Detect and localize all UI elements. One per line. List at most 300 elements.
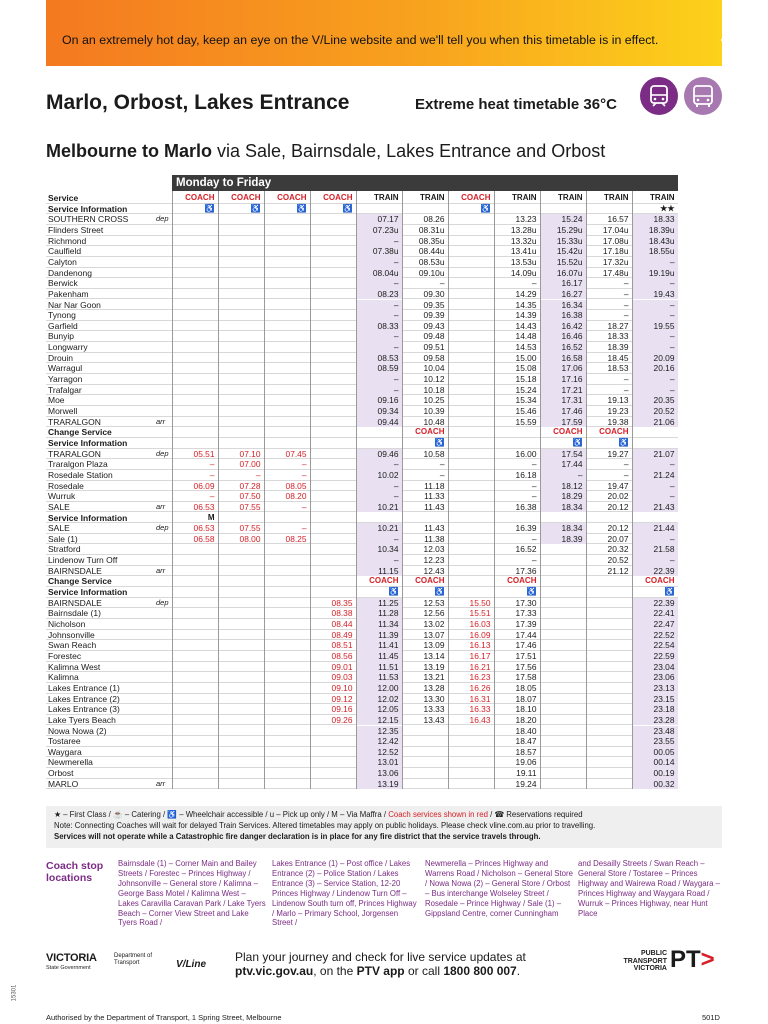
time-cell bbox=[448, 353, 494, 364]
time-cell bbox=[264, 757, 310, 768]
time-cell: 18.33 bbox=[632, 214, 678, 225]
time-cell: 10.18 bbox=[423, 384, 445, 395]
time-cell bbox=[264, 513, 310, 524]
time-cell: ♿ bbox=[618, 437, 629, 447]
time-cell bbox=[264, 268, 310, 279]
time-cell bbox=[218, 278, 264, 289]
time-cell: 13.53u bbox=[510, 256, 537, 267]
time-cell bbox=[218, 214, 264, 225]
time-cell: 13.28u bbox=[510, 224, 537, 235]
column-divider bbox=[264, 191, 265, 789]
time-cell bbox=[540, 683, 586, 694]
time-cell: ♿ bbox=[388, 587, 399, 597]
time-cell bbox=[586, 747, 632, 758]
time-cell bbox=[264, 747, 310, 758]
time-cell: 08.35 bbox=[331, 597, 353, 608]
time-cell: 17.06 bbox=[540, 363, 586, 374]
time-cell bbox=[264, 353, 310, 364]
time-cell bbox=[264, 726, 310, 737]
time-cell: 09.46 bbox=[356, 449, 402, 460]
time-cell bbox=[172, 715, 218, 726]
time-cell: 11.43 bbox=[424, 523, 445, 534]
time-cell bbox=[264, 417, 310, 428]
row-label: TRARALGON bbox=[48, 416, 101, 427]
time-cell bbox=[310, 342, 356, 353]
time-cell: 16.33 bbox=[469, 704, 491, 715]
time-cell: 12.56 bbox=[423, 608, 445, 619]
time-cell: 10.39 bbox=[423, 406, 445, 416]
time-cell bbox=[264, 278, 310, 289]
time-cell bbox=[586, 608, 632, 619]
time-cell bbox=[264, 374, 310, 385]
time-cell: 17.30 bbox=[515, 597, 537, 608]
time-cell: 13.02 bbox=[423, 619, 445, 629]
timetable-row bbox=[46, 417, 678, 428]
time-cell: – bbox=[531, 491, 537, 502]
time-cell bbox=[586, 683, 632, 694]
time-cell: 09.10 bbox=[331, 682, 353, 693]
timetable-row bbox=[46, 278, 678, 289]
row-label: BAIRNSDALE bbox=[48, 597, 102, 608]
time-cell bbox=[264, 331, 310, 342]
row-label: MARLO bbox=[48, 778, 79, 789]
time-cell: 17.58 bbox=[515, 672, 537, 683]
time-cell bbox=[448, 566, 494, 577]
time-cell bbox=[448, 587, 494, 598]
time-cell: 12.53 bbox=[423, 597, 445, 608]
time-cell bbox=[310, 246, 356, 257]
timetable-row bbox=[46, 225, 678, 236]
column-divider bbox=[218, 191, 219, 789]
time-cell bbox=[264, 427, 310, 438]
time-cell: – bbox=[632, 342, 678, 353]
row-label: Wurruk bbox=[48, 491, 76, 502]
time-cell bbox=[264, 289, 310, 300]
timetable-row bbox=[46, 342, 678, 353]
time-cell bbox=[172, 438, 218, 449]
coach-stop-title: Coach stop locations bbox=[46, 860, 104, 884]
time-cell: 13.01 bbox=[356, 757, 402, 768]
time-cell bbox=[172, 736, 218, 747]
time-cell bbox=[448, 385, 494, 396]
time-cell: 16.00 bbox=[515, 448, 537, 459]
time-cell: 10.34 bbox=[356, 544, 402, 555]
time-cell: 08.49 bbox=[331, 629, 353, 640]
time-cell bbox=[540, 747, 586, 758]
timetable-row bbox=[46, 619, 678, 630]
timetable-row bbox=[46, 715, 678, 726]
time-cell bbox=[264, 225, 310, 236]
time-cell: 08.33 bbox=[356, 321, 402, 332]
row-label: Kalimna West bbox=[48, 661, 101, 672]
time-cell bbox=[540, 204, 586, 215]
timetable-row bbox=[46, 204, 678, 215]
time-cell: – bbox=[632, 331, 678, 342]
time-cell bbox=[448, 406, 494, 417]
time-cell: 13.07 bbox=[423, 629, 445, 640]
time-cell bbox=[218, 321, 264, 332]
time-cell bbox=[540, 587, 586, 598]
victoria-logo: VICTORIA bbox=[46, 952, 97, 964]
row-label: Drouin bbox=[48, 352, 74, 363]
time-cell bbox=[264, 694, 310, 705]
time-cell: 20.35 bbox=[632, 395, 678, 406]
time-cell bbox=[310, 417, 356, 428]
time-cell: 14.53 bbox=[515, 342, 537, 353]
timetable-row bbox=[46, 438, 678, 449]
time-cell: 00.05 bbox=[632, 747, 678, 758]
row-dep-arr: arr bbox=[156, 416, 166, 426]
time-cell bbox=[264, 704, 310, 715]
time-cell bbox=[448, 257, 494, 268]
plan-line-1: Plan your journey and check for live service updates at bbox=[235, 950, 526, 964]
time-cell: 20.12 bbox=[607, 523, 629, 534]
time-cell bbox=[310, 331, 356, 342]
time-cell bbox=[540, 555, 586, 566]
time-cell: COACH bbox=[599, 427, 629, 437]
time-cell: – bbox=[356, 481, 402, 492]
time-cell bbox=[540, 768, 586, 779]
timetable-row bbox=[46, 534, 678, 545]
time-cell bbox=[356, 513, 402, 524]
timetable-row bbox=[46, 544, 678, 555]
time-cell bbox=[218, 268, 264, 279]
time-cell bbox=[402, 757, 448, 768]
row-label: Nicholson bbox=[48, 619, 86, 629]
row-label: Johnsonville bbox=[48, 629, 95, 640]
time-cell: 08.53 bbox=[356, 353, 402, 364]
time-cell: 23.48 bbox=[632, 726, 678, 737]
time-cell: ♿ bbox=[572, 437, 583, 447]
time-cell: 20.09 bbox=[632, 353, 678, 364]
time-cell: 10.21 bbox=[356, 523, 402, 534]
route-heading bbox=[46, 141, 605, 162]
row-dep-arr: dep bbox=[156, 597, 169, 607]
time-cell: 20.32 bbox=[607, 544, 629, 555]
time-cell bbox=[310, 353, 356, 364]
time-cell: 07.45 bbox=[285, 448, 307, 459]
timetable-row bbox=[46, 768, 678, 779]
time-cell bbox=[310, 395, 356, 406]
time-cell bbox=[310, 757, 356, 768]
time-cell bbox=[448, 470, 494, 481]
time-cell: 18.47 bbox=[515, 736, 537, 747]
time-cell bbox=[172, 310, 218, 321]
time-cell: 22.47 bbox=[632, 619, 678, 630]
timetable-row bbox=[46, 491, 678, 502]
time-cell bbox=[448, 544, 494, 555]
time-cell: 07.50 bbox=[239, 491, 261, 502]
time-cell: 16.34 bbox=[540, 300, 586, 311]
time-cell: 17.16 bbox=[540, 374, 586, 385]
time-cell: 16.27 bbox=[540, 289, 586, 300]
time-cell bbox=[448, 555, 494, 566]
time-cell bbox=[218, 576, 264, 587]
time-cell bbox=[310, 566, 356, 577]
time-cell: 05.51 bbox=[193, 448, 215, 459]
time-cell bbox=[264, 566, 310, 577]
time-cell bbox=[172, 630, 218, 641]
time-cell bbox=[586, 779, 632, 790]
time-cell: 18.10 bbox=[515, 704, 537, 715]
time-cell bbox=[310, 576, 356, 587]
time-cell: 16.09 bbox=[469, 629, 491, 640]
vline-logo: V/Line bbox=[176, 959, 207, 970]
time-cell: 08.44u bbox=[418, 246, 445, 257]
time-cell: 11.25 bbox=[356, 598, 402, 609]
legend-note: Note: Connecting Coaches will wait for delayed Train Services. Altered timetables may apply on public holidays. Please check vline.com.au prior to travelling. bbox=[54, 820, 596, 830]
time-cell bbox=[586, 630, 632, 641]
time-cell: COACH bbox=[461, 193, 491, 202]
row-label: Newmerella bbox=[48, 757, 93, 768]
time-cell: 11.18 bbox=[424, 480, 445, 491]
plan-journey bbox=[235, 950, 526, 978]
time-cell bbox=[448, 576, 494, 587]
row-dep-arr: dep bbox=[156, 214, 169, 224]
time-cell bbox=[310, 555, 356, 566]
time-cell: – bbox=[632, 310, 678, 321]
time-cell bbox=[448, 310, 494, 321]
time-cell: 07.28 bbox=[239, 480, 261, 491]
column-divider bbox=[448, 191, 449, 789]
row-label: Berwick bbox=[48, 278, 78, 289]
ptv-website[interactable]: ptv.vic.gov.au bbox=[235, 964, 314, 978]
time-cell bbox=[310, 747, 356, 758]
time-cell bbox=[172, 683, 218, 694]
time-cell bbox=[586, 204, 632, 215]
time-cell: 11.33 bbox=[424, 491, 445, 502]
time-cell bbox=[310, 363, 356, 374]
time-cell: 22.39 bbox=[632, 598, 678, 609]
time-cell bbox=[218, 694, 264, 705]
time-cell: – bbox=[356, 555, 402, 566]
row-label: Rosedale bbox=[48, 480, 84, 491]
time-cell: 09.58 bbox=[423, 352, 445, 363]
time-cell: 18.27 bbox=[607, 320, 629, 331]
time-cell: – bbox=[439, 469, 445, 480]
page-title: Marlo, Orbost, Lakes Entrance bbox=[46, 91, 350, 114]
time-cell: 08.00 bbox=[239, 533, 261, 544]
row-label: Lakes Entrance (2) bbox=[48, 693, 120, 704]
time-cell: 16.18 bbox=[515, 469, 537, 480]
timetable-row bbox=[46, 395, 678, 406]
time-cell bbox=[448, 300, 494, 311]
row-label: Kalimna bbox=[48, 672, 79, 683]
time-cell: – bbox=[439, 459, 445, 470]
column-divider bbox=[632, 191, 633, 789]
time-cell bbox=[172, 268, 218, 279]
time-cell bbox=[172, 726, 218, 737]
time-cell bbox=[448, 459, 494, 470]
row-label: Richmond bbox=[48, 235, 87, 246]
time-cell bbox=[632, 513, 678, 524]
time-cell: 12.42 bbox=[356, 736, 402, 747]
time-cell bbox=[218, 715, 264, 726]
time-cell bbox=[218, 779, 264, 790]
time-cell bbox=[356, 438, 402, 449]
time-cell bbox=[218, 608, 264, 619]
time-cell: 13.23 bbox=[515, 214, 537, 225]
time-cell: 17.44 bbox=[540, 459, 586, 470]
time-cell bbox=[218, 438, 264, 449]
time-cell bbox=[172, 417, 218, 428]
time-cell bbox=[218, 331, 264, 342]
time-cell bbox=[448, 534, 494, 545]
coach-icon bbox=[684, 77, 722, 115]
time-cell: 08.20 bbox=[285, 491, 307, 502]
time-cell bbox=[448, 736, 494, 747]
time-cell bbox=[632, 438, 678, 449]
time-cell bbox=[448, 246, 494, 257]
time-cell bbox=[310, 470, 356, 481]
time-cell bbox=[540, 640, 586, 651]
row-label: Lindenow Turn Off bbox=[48, 555, 118, 566]
time-cell bbox=[172, 353, 218, 364]
authorised-by: Authorised by the Department of Transport, 1 Spring Street, Melbourne bbox=[46, 1013, 282, 1022]
time-cell bbox=[540, 726, 586, 737]
time-cell: ♿ bbox=[342, 203, 353, 213]
time-cell bbox=[218, 672, 264, 683]
time-cell bbox=[540, 651, 586, 662]
time-cell: 16.21 bbox=[469, 661, 491, 672]
plan-text: , on the bbox=[313, 964, 357, 978]
row-label: Lakes Entrance (1) bbox=[48, 682, 120, 693]
time-cell: 10.48 bbox=[423, 416, 445, 427]
time-cell: 18.39 bbox=[540, 534, 586, 545]
time-cell bbox=[310, 502, 356, 513]
time-cell bbox=[494, 438, 540, 449]
time-cell: 16.17 bbox=[540, 278, 586, 289]
timetable-row bbox=[46, 576, 678, 587]
time-cell: – bbox=[632, 534, 678, 545]
time-cell: – bbox=[356, 278, 402, 289]
row-label: Moe bbox=[48, 395, 65, 406]
extreme-heat-banner bbox=[46, 0, 722, 66]
time-cell bbox=[172, 300, 218, 311]
row-label: Waygara bbox=[48, 746, 82, 757]
time-cell: COACH bbox=[323, 193, 353, 202]
time-cell bbox=[264, 363, 310, 374]
time-cell bbox=[218, 640, 264, 651]
time-cell bbox=[218, 289, 264, 300]
time-cell: – bbox=[209, 491, 215, 502]
time-cell: 13.28 bbox=[423, 682, 445, 693]
row-label: Orbost bbox=[48, 768, 74, 779]
train-icon bbox=[640, 77, 678, 115]
ptv-logo-mark: PT bbox=[670, 946, 701, 973]
time-cell: 18.07 bbox=[515, 693, 537, 704]
time-cell bbox=[172, 651, 218, 662]
time-cell: 17.32u bbox=[602, 256, 629, 267]
time-cell bbox=[540, 704, 586, 715]
row-label: Tostaree bbox=[48, 736, 81, 747]
time-cell bbox=[218, 353, 264, 364]
time-cell bbox=[172, 321, 218, 332]
time-cell: 08.59 bbox=[356, 363, 402, 374]
time-cell: TRAIN bbox=[374, 193, 399, 202]
time-cell bbox=[218, 342, 264, 353]
ptv-logo bbox=[670, 946, 715, 974]
time-cell: 09.39 bbox=[423, 310, 445, 321]
time-cell: 18.20 bbox=[515, 714, 537, 725]
time-cell: – bbox=[531, 555, 537, 566]
row-label: Bunyip bbox=[48, 331, 74, 342]
coach-stop-col-1: Bairnsdale (1) – Corner Main and Bailey Streets / Forestec – Princes Highway / Johnsonville – General store / Kalimna – George Bass Motel / Kalimna West – Lakes Caravilla Caravan Park / Lake Tyers Beach – Corner View Street and Lake Tyers Road / bbox=[118, 859, 266, 928]
time-cell: – bbox=[623, 310, 629, 321]
time-cell: 06.09 bbox=[193, 480, 215, 491]
time-cell: TRAIN bbox=[512, 193, 537, 202]
time-cell bbox=[494, 427, 540, 438]
victoria-logo-sub: State Government bbox=[46, 965, 91, 971]
time-cell: 13.21 bbox=[423, 672, 445, 683]
column-divider bbox=[540, 191, 541, 789]
time-cell bbox=[172, 757, 218, 768]
time-cell bbox=[586, 768, 632, 779]
time-cell: – bbox=[632, 555, 678, 566]
timetable-row bbox=[46, 331, 678, 342]
time-cell bbox=[310, 427, 356, 438]
time-cell bbox=[402, 768, 448, 779]
time-cell: 17.36 bbox=[515, 565, 537, 576]
time-cell bbox=[448, 321, 494, 332]
timetable-row bbox=[46, 587, 678, 598]
coach-stop-col-2: Lakes Entrance (1) – Post office / Lakes Entrance (2) – Police Station / Lakes Entrance (3) – Service Station, 12-20 Princes Highway / Lindenow Turn Off – Lindenow South turn off, Princes Highway / Marlo – Primary School, Jorgensen Street / bbox=[272, 859, 417, 928]
time-cell: – bbox=[356, 257, 402, 268]
time-cell bbox=[586, 576, 632, 587]
time-cell bbox=[172, 608, 218, 619]
time-cell: – bbox=[531, 459, 537, 470]
time-cell: 13.19 bbox=[423, 661, 445, 672]
time-cell bbox=[540, 513, 586, 524]
time-cell: 21.12 bbox=[607, 565, 629, 576]
time-cell bbox=[310, 214, 356, 225]
time-cell bbox=[218, 587, 264, 598]
time-cell bbox=[310, 374, 356, 385]
timetable-row bbox=[46, 779, 678, 790]
time-cell: 16.52 bbox=[515, 544, 537, 555]
row-label: Bairnsdale (1) bbox=[48, 608, 101, 619]
time-cell bbox=[218, 300, 264, 311]
row-label: SOUTHERN CROSS bbox=[48, 214, 129, 225]
row-label: TRARALGON bbox=[48, 448, 101, 459]
time-cell: 18.33 bbox=[607, 331, 629, 342]
row-label: Service Information bbox=[48, 512, 128, 523]
timetable-row bbox=[46, 236, 678, 247]
time-cell bbox=[448, 268, 494, 279]
time-cell: – bbox=[632, 300, 678, 311]
time-cell bbox=[448, 417, 494, 428]
time-cell: ♿ bbox=[526, 587, 537, 597]
timetable-row bbox=[46, 481, 678, 492]
time-cell bbox=[448, 395, 494, 406]
time-cell bbox=[218, 544, 264, 555]
time-cell bbox=[402, 204, 448, 215]
time-cell: 21.44 bbox=[632, 523, 678, 534]
time-cell bbox=[264, 342, 310, 353]
time-cell bbox=[310, 278, 356, 289]
time-cell bbox=[586, 587, 632, 598]
time-cell: 18.39 bbox=[607, 342, 629, 353]
legend-symbols: ★ – First Class / ☕ – Catering / ♿ – Wheelchair accessible / u – Pick up only / M – Via Maffra / bbox=[54, 810, 389, 819]
time-cell bbox=[218, 651, 264, 662]
column-divider bbox=[172, 191, 173, 789]
time-cell bbox=[172, 672, 218, 683]
time-cell: ♿ bbox=[434, 437, 445, 447]
time-cell bbox=[172, 257, 218, 268]
timetable-row bbox=[46, 459, 678, 470]
time-cell: 16.23 bbox=[469, 672, 491, 683]
time-cell bbox=[310, 257, 356, 268]
